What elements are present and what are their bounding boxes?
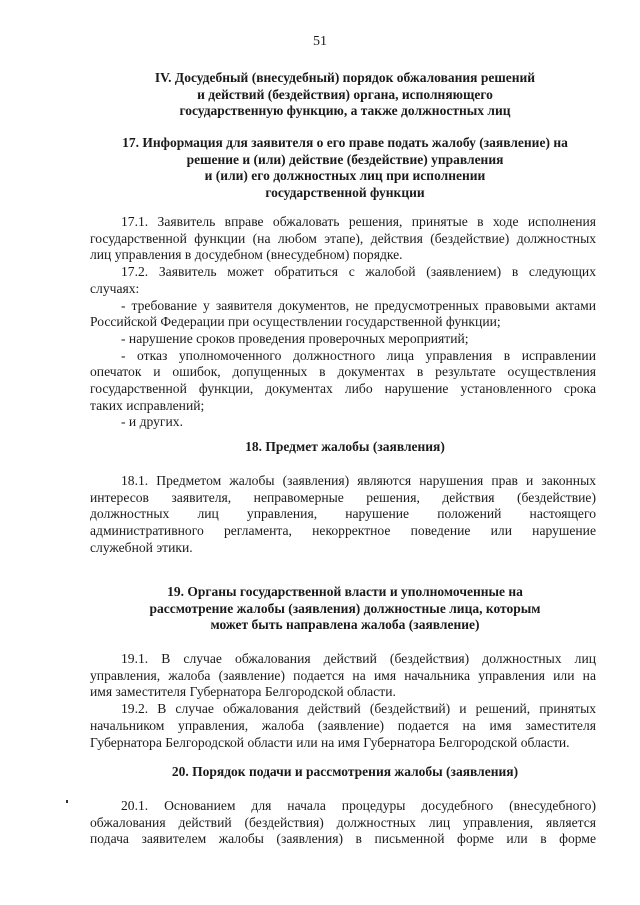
text-line: 18.1. Предметом жалобы (заявления) являются нарушения прав и законных	[121, 473, 596, 488]
text-line: Губернатора Белгородской области или на имя Губернатора Белгородской области.	[90, 734, 570, 750]
heading-18	[80, 439, 610, 456]
text-line: управления, жалоба (заявление) подается на имя начальника управления или на	[90, 667, 596, 683]
heading-line: 20. Порядок подачи и рассмотрения жалобы (заявления)	[171, 764, 519, 779]
paragraph-18	[90, 473, 596, 557]
heading-line: 19. Органы государственной власти и уполномоченные на	[167, 584, 523, 599]
heading-line: может быть направлена жалоба (заявление)	[210, 617, 480, 632]
section-title-line: и действий (бездействия) органа, исполняющего	[197, 86, 493, 102]
text-line: должностных лиц управления, нарушение положений настоящего	[90, 506, 596, 522]
heading-20	[80, 764, 610, 781]
text-line: лиц управления в досудебном (внесудебном) порядке.	[90, 247, 403, 263]
text-line: начальником управления, жалоба (заявление) подается на имя заместителя	[90, 717, 596, 733]
text-line: имя заместителя Губернатора Белгородской области.	[90, 684, 396, 700]
paragraph-19	[90, 651, 596, 751]
text-line: 17.1. Заявитель вправе обжаловать решения, принятые в ходе исполнения	[121, 214, 596, 229]
heading-19	[80, 584, 610, 634]
text-line: государственной функции (на любом этапе), действия (бездействие) должностных	[90, 230, 596, 246]
text-line: обжалования действий (бездействия) должностных лиц управления, является	[90, 814, 596, 830]
text-line: государственной функции, документах либо нарушение установленного срока	[90, 381, 596, 397]
section-title	[80, 70, 610, 120]
heading-line: рассмотрение жалобы (заявления) должностные лица, которым	[149, 600, 541, 616]
text-line: 20.1. Основанием для начала процедуры досудебного (внесудебного)	[121, 798, 596, 813]
scan-speck	[66, 800, 68, 803]
text-line: - и других.	[121, 414, 183, 430]
text-line: опечаток и ошибок, допущенных в документах в результате осуществления	[90, 364, 596, 380]
text-line: - нарушение сроков проведения проверочных мероприятий;	[121, 330, 469, 346]
text-line: 17.2. Заявитель может обратиться с жалобой (заявлением) в следующих	[121, 264, 596, 280]
paragraph-17	[90, 214, 596, 431]
text-line: Российской Федерации при осуществлении государственной функции;	[90, 314, 501, 330]
text-line: - отказ уполномоченного должностного лица управления в исправлении	[121, 347, 596, 363]
paragraph-20	[90, 798, 596, 848]
section-title-line: государственную функцию, а также должностных лиц	[179, 103, 511, 118]
text-line: подача заявителем жалобы (заявления) в письменной форме или в форме	[90, 831, 596, 847]
heading-17	[80, 135, 610, 201]
text-line: 19.2. В случае обжалования действий (бездействий) и решений, принятых	[121, 701, 596, 717]
heading-line: и (или) его должностных лиц при исполнении	[204, 168, 486, 183]
heading-line: 17. Информация для заявителя о его праве подать жалобу (заявление) на	[122, 135, 568, 150]
text-line: таких исправлений;	[90, 397, 205, 413]
page-number: 51	[313, 34, 327, 49]
heading-line: решение и (или) действие (бездействие) управления	[186, 151, 504, 167]
text-line: интересов заявителя, неправомерные решения, действия (бездействие)	[90, 489, 596, 505]
heading-line: государственной функции	[265, 184, 425, 200]
heading-line: 18. Предмет жалобы (заявления)	[245, 439, 445, 454]
text-line: 19.1. В случае обжалования действий (бездействия) должностных лиц	[121, 651, 596, 666]
text-line: случаях:	[90, 280, 140, 296]
section-title-line: IV. Досудебный (внесудебный) порядок обжалования решений	[154, 70, 536, 85]
text-line: административного регламента, некорректное поведение или нарушение	[90, 523, 596, 539]
text-line: служебной этики.	[90, 539, 193, 555]
text-line: - требование у заявителя документов, не предусмотренных правовыми актами	[121, 297, 596, 313]
